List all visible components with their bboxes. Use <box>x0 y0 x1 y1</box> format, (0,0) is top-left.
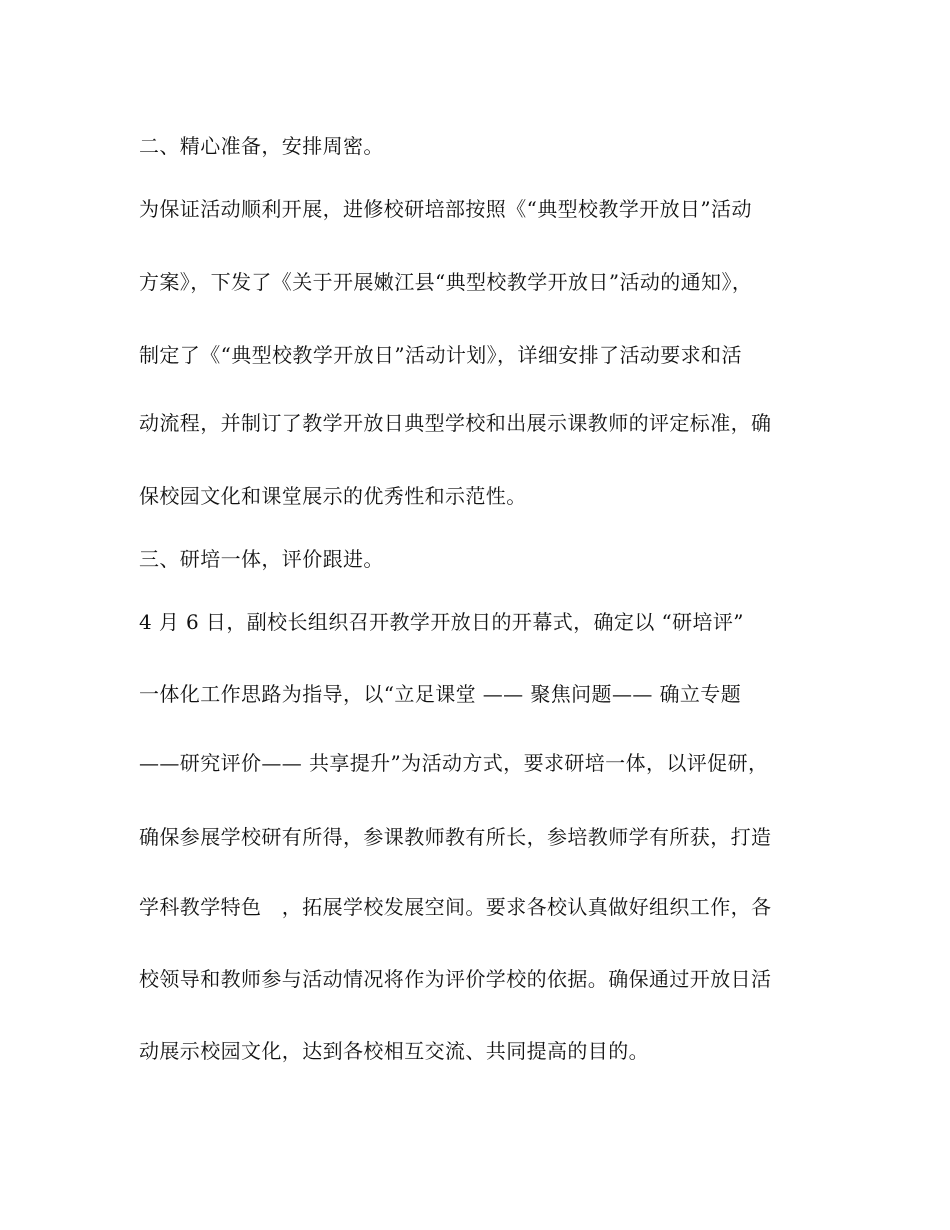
paragraph-line: 4 月 6 日，副校长组织召开教学开放日的开幕式，确定以 “研培评” <box>139 610 744 634</box>
paragraph-line: 动展示校园文化，达到各校相互交流、共同提高的目的。 <box>139 1039 649 1063</box>
paragraph-line: 校领导和教师参与活动情况将作为评价学校的依据。确保通过开放日活 <box>139 967 772 991</box>
paragraph-line: 保校园文化和课堂展示的优秀性和示范性。 <box>139 484 527 508</box>
paragraph-line: 制定了《“典型校教学开放日”活动计划》，详细安排了活动要求和活 <box>139 343 742 367</box>
paragraph-line: ——研究评价—— 共享提升”为活动方式，要求研培一体，以评促研， <box>139 751 769 775</box>
paragraph-line: 确保参展学校研有所得，参课教师教有所长，参培教师学有所获，打造 <box>139 825 772 849</box>
paragraph-line: 动流程，并制订了教学开放日典型学校和出展示课教师的评定标准，确 <box>139 411 772 435</box>
paragraph-line: 方案》，下发了《关于开展嫩江县“典型校教学开放日”活动的通知》， <box>139 270 753 294</box>
section-3-heading: 三、研培一体，评价跟进。 <box>139 547 384 571</box>
section-2-heading: 二、精心准备，安排周密。 <box>139 134 384 158</box>
paragraph-line: 一体化工作思路为指导，以“立足课堂 —— 聚焦问题—— 确立专题 <box>139 682 742 706</box>
paragraph-line: 为保证活动顺利开展，进修校研培部按照《“典型校教学开放日”活动 <box>139 197 752 221</box>
paragraph-line: 学科教学特色 ，拓展学校发展空间。要求各校认真做好组织工作，各 <box>139 895 772 919</box>
